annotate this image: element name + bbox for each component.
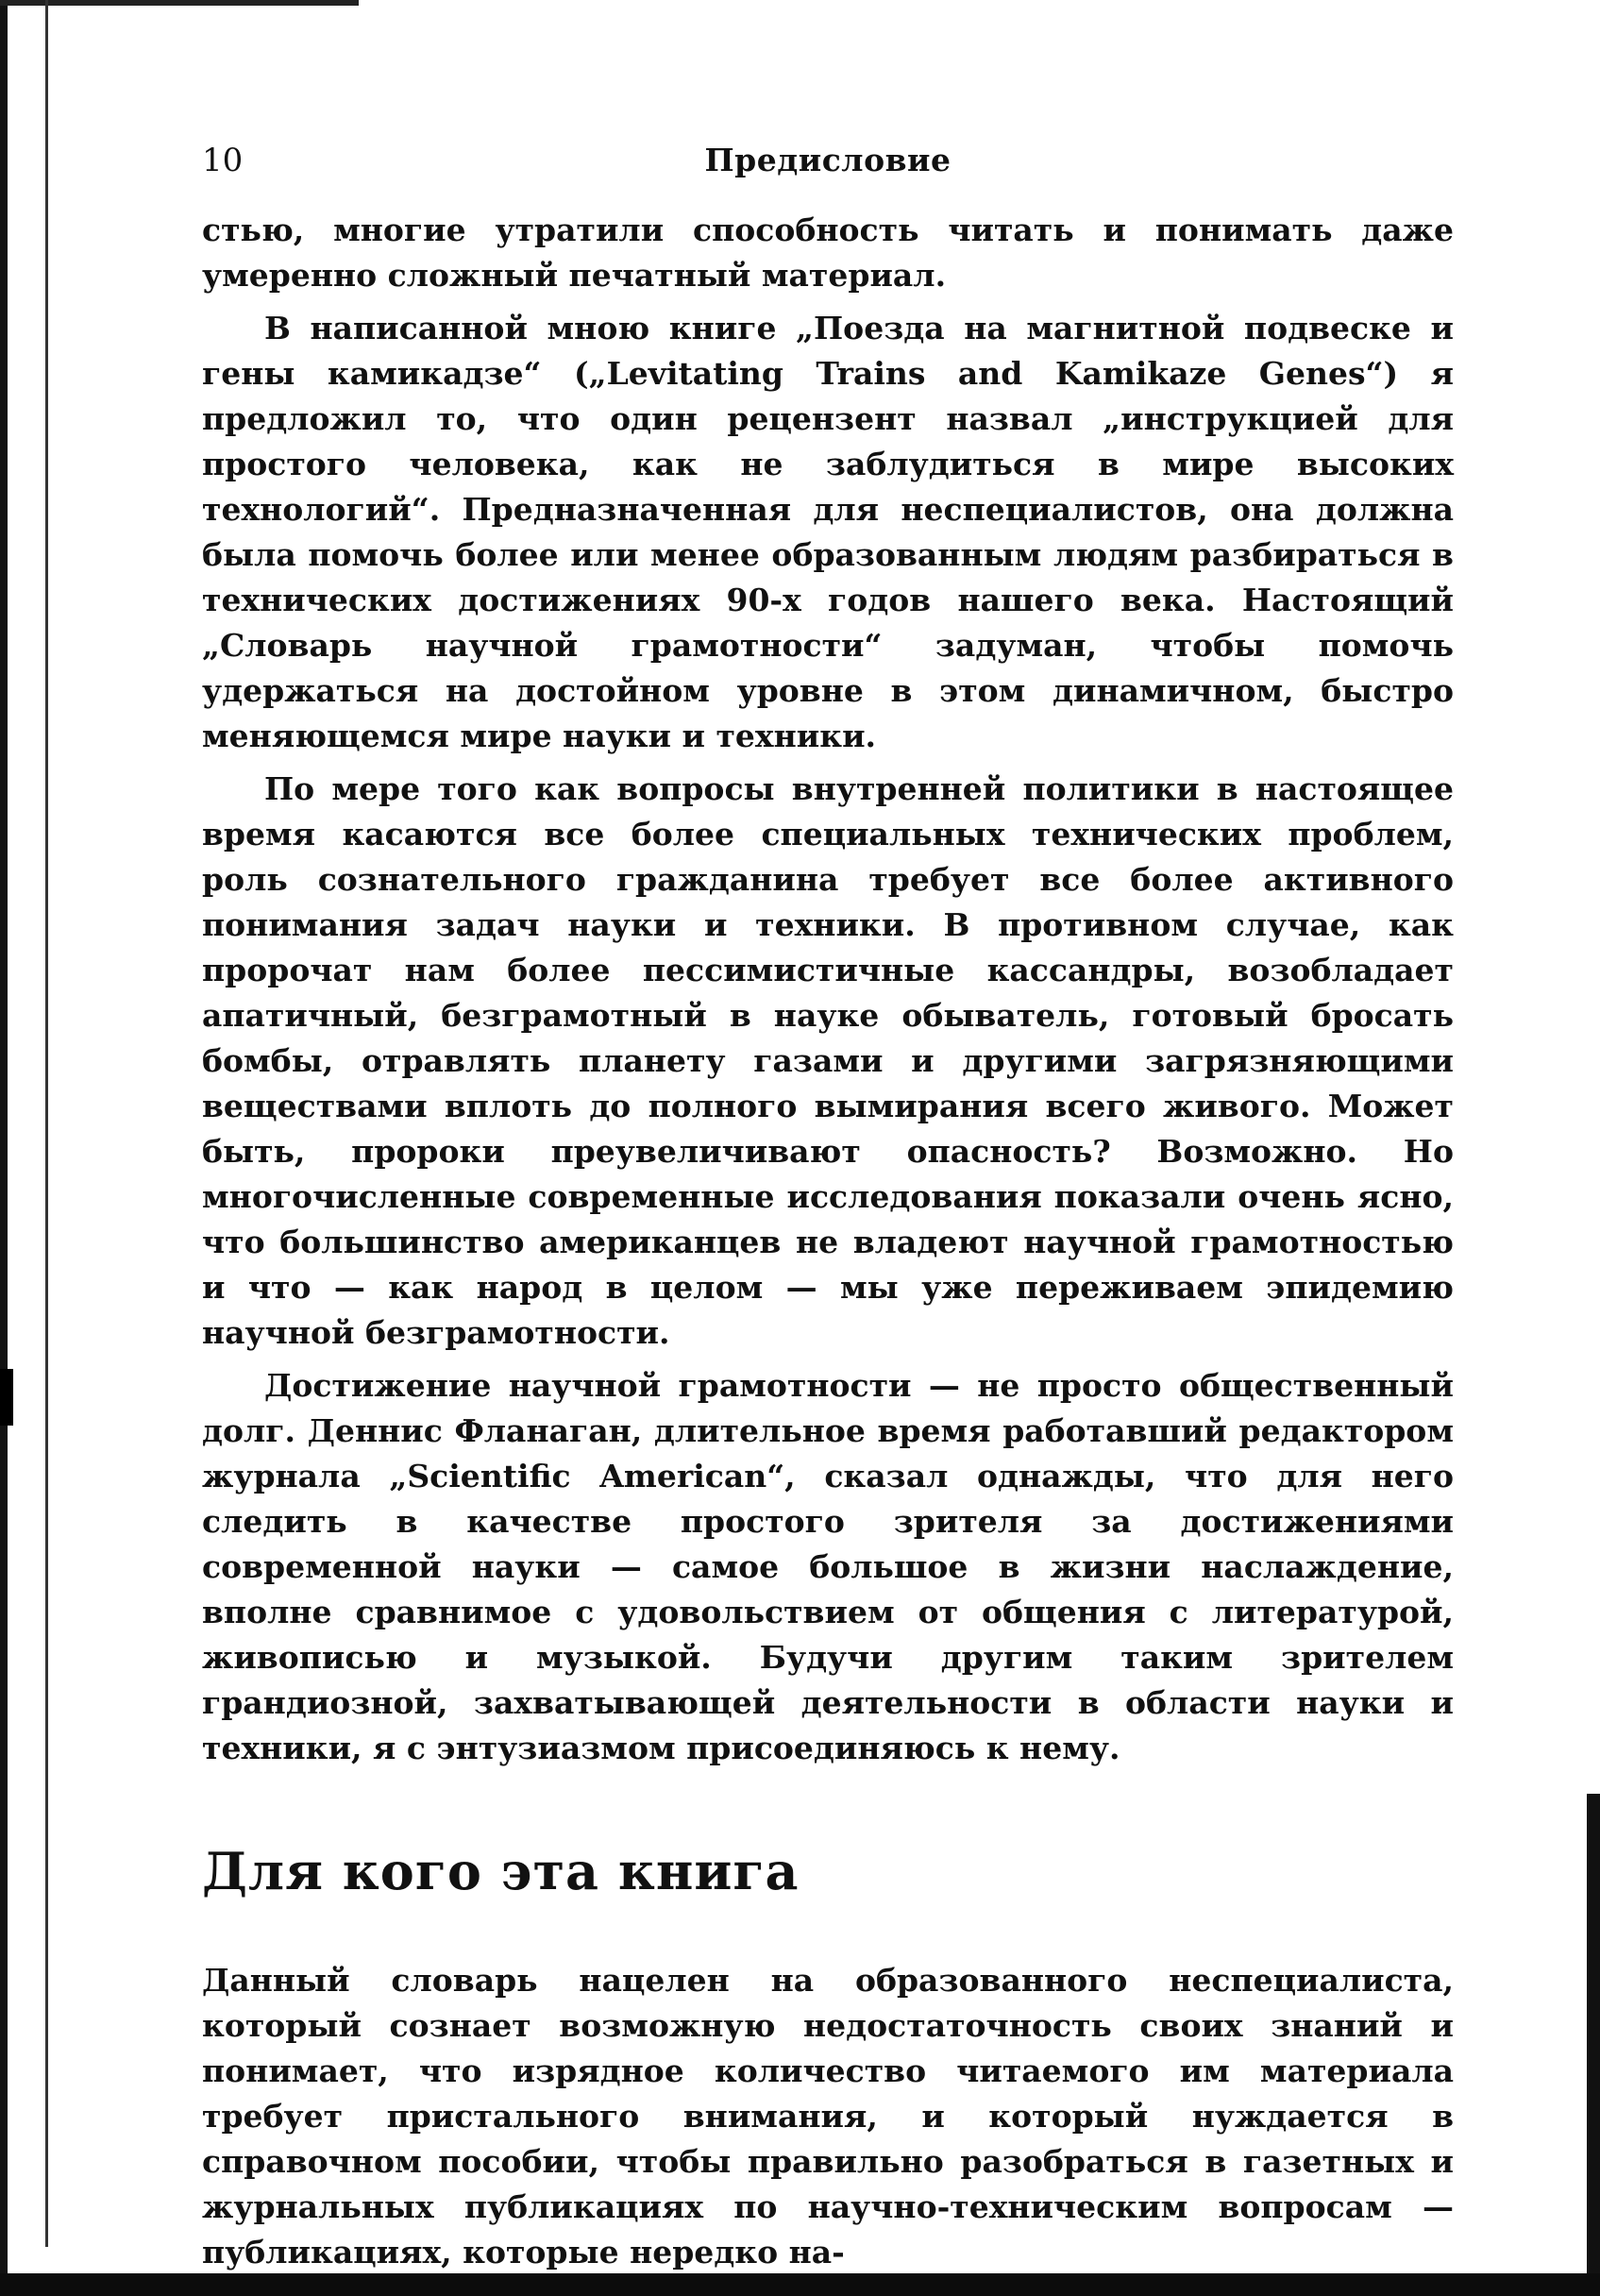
section-paragraph: Данный словарь нацелен на образованного неспециалиста, который сознает возможную недостаточность своих знаний и понимает, что изрядное количество читаемого им материала требует пристального внимания, и который нуждается в справочном пособии, чтобы правильно разобраться в газетных и журнальных публикациях по научно-техническим вопросам — публикациях, которые нередко на- xyxy=(202,1962,1454,2271)
scan-border-right xyxy=(1587,1794,1600,2296)
scan-border-top xyxy=(0,0,359,6)
book-page xyxy=(202,132,1454,2275)
scan-border-bottom xyxy=(0,2273,1600,2296)
scan-line-left xyxy=(45,0,48,2247)
scan-notch xyxy=(0,1369,13,1426)
section-heading: Для кого эта книга xyxy=(202,1841,800,1901)
section-body xyxy=(202,1958,1454,2275)
running-title: Предисловие xyxy=(704,142,952,178)
paragraph: По мере того как вопросы внутренней политики в настоящее время касаются все более специальных технических проблем, роль сознательного гражданина требует все более активного понимания задач науки и техники. В противном случае, как пророчат нам более пессимистичные кассандры, возобладает апатичный, безграмотный в науке обыватель, готовый бросать бомбы, отравлять планету газами и другими загрязняющими веществами вплоть до полного вымирания всего живого. Может быть, пророки преувеличивают опасность? Возможно. Но многочисленные современные исследования показали очень ясно, что большинство американцев не владеют научной грамотностью и что — как народ в целом — мы уже переживаем эпидемию научной безграмотности. xyxy=(202,770,1454,1351)
scan-border-left xyxy=(0,0,8,2296)
paragraph: Достижение научной грамотности — не просто общественный долг. Деннис Фланаган, длительное время работавший редактором журнала „Scientific American“, сказал однажды, что для него следить в качестве простого зрителя за достижениями современной науки — самое большое в жизни наслаждение, вполне сравнимое с удовольствием от общения с литературой, живописью и музыкой. Будучи другим таким зрителем грандиозной, захватывающей деятельности в области науки и техники, я с энтузиазмом присоединяюсь к нему. xyxy=(202,1367,1454,1766)
running-head xyxy=(202,132,1454,189)
body-text xyxy=(202,208,1454,1771)
paragraph: В написанной мною книге „Поезда на магнитной подвеске и гены камикадзе“ („Levitating Trains and Kamikaze Genes“) я предложил то, что один рецензент назвал „инструкцией для простого человека, как не заблудиться в мире высоких технологий“. Предназначенная для неспециалистов, она должна была помочь более или менее образованным людям разбираться в технических достижениях 90-х годов нашего века. Настоящий „Словарь научной грамотности“ задуман, чтобы помочь удержаться на достойном уровне в этом динамичном, быстро меняющемся мире науки и техники. xyxy=(202,310,1454,754)
paragraph-continuation: стью, многие утратили способность читать и понимать даже умеренно сложный печатный материал. xyxy=(202,211,1454,294)
page-number: 10 xyxy=(202,142,244,179)
